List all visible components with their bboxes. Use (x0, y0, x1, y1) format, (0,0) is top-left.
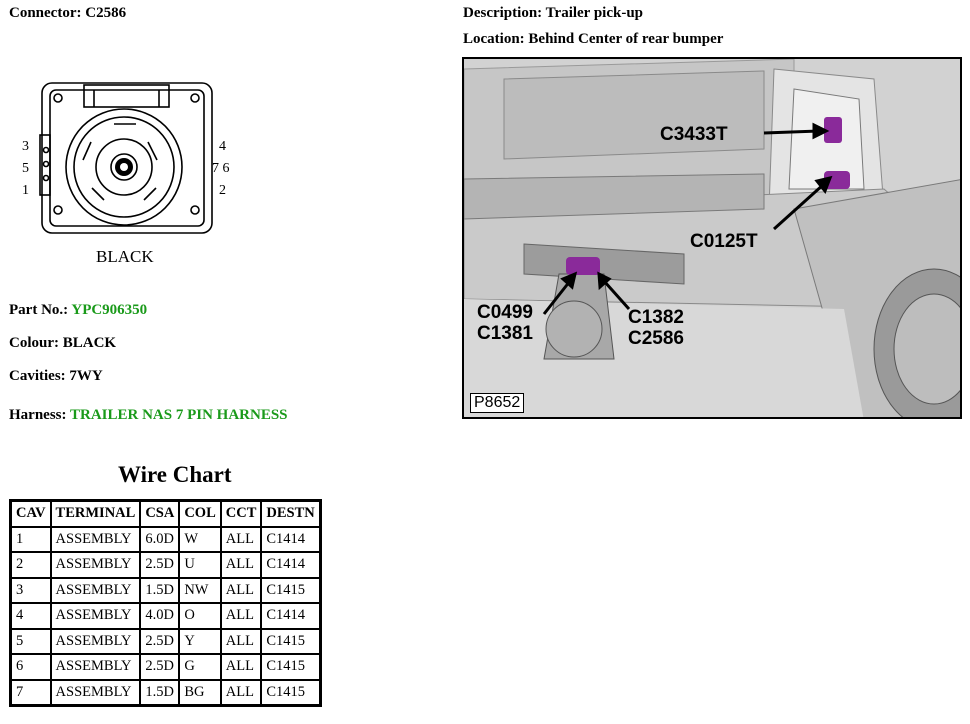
connector-value: C2586 (85, 5, 127, 21)
cell-col: NW (179, 578, 220, 604)
cell-col: BG (179, 680, 220, 706)
callout-c1381: C1381 (477, 323, 533, 344)
callout-c0499: C0499 (477, 302, 533, 323)
cell-csa: 1.5D (140, 578, 179, 604)
table-row (11, 578, 321, 604)
cell-cct: ALL (221, 578, 262, 604)
cavities-line (9, 368, 103, 385)
callout-c2586: C2586 (628, 328, 684, 349)
cell-destn: C1415 (261, 578, 320, 604)
cell-terminal: ASSEMBLY (51, 527, 141, 553)
header-cct: CCT (221, 501, 262, 527)
cell-terminal: ASSEMBLY (51, 603, 141, 629)
pin-label-5: 5 (22, 161, 29, 176)
header-cav: CAV (11, 501, 51, 527)
description-line (463, 5, 643, 22)
cell-csa: 6.0D (140, 527, 179, 553)
part-number-line (9, 302, 147, 319)
cavities-value: 7WY (69, 368, 103, 384)
description-label: Description: (463, 5, 543, 21)
cavities-label: Cavities: (9, 368, 66, 384)
cell-terminal: ASSEMBLY (51, 552, 141, 578)
callout-c3433t: C3433T (660, 124, 728, 145)
cell-destn: C1415 (261, 629, 320, 655)
cell-cav: 2 (11, 552, 51, 578)
description-value: Trailer pick-up (545, 5, 644, 21)
part-number-value[interactable]: YPC906350 (71, 302, 148, 318)
cell-cav: 3 (11, 578, 51, 604)
cell-csa: 1.5D (140, 680, 179, 706)
cell-csa: 2.5D (140, 629, 179, 655)
cell-col: Y (179, 629, 220, 655)
table-header-row (11, 501, 321, 527)
table-row (11, 629, 321, 655)
header-csa: CSA (140, 501, 179, 527)
cell-cav: 7 (11, 680, 51, 706)
location-label: Location: (463, 31, 525, 47)
header-destn: DESTN (261, 501, 320, 527)
cell-cct: ALL (221, 654, 262, 680)
connector-line (9, 5, 126, 22)
cell-csa: 4.0D (140, 603, 179, 629)
part-number-label: Part No.: (9, 302, 69, 318)
cell-terminal: ASSEMBLY (51, 629, 141, 655)
pin-label-3: 3 (22, 139, 29, 154)
cell-col: U (179, 552, 220, 578)
cell-cav: 4 (11, 603, 51, 629)
harness-value[interactable]: TRAILER NAS 7 PIN HARNESS (69, 407, 288, 423)
location-line (463, 31, 723, 48)
colour-label: Colour: (9, 335, 59, 351)
cell-destn: C1415 (261, 654, 320, 680)
harness-label: Harness: (9, 407, 67, 423)
table-row (11, 654, 321, 680)
pin-label-7-6: 7 6 (212, 161, 230, 176)
table-row (11, 680, 321, 706)
cell-destn: C1415 (261, 680, 320, 706)
header-col: COL (179, 501, 220, 527)
location-value: Behind Center of rear bumper (528, 31, 724, 47)
cell-cav: 5 (11, 629, 51, 655)
cell-cct: ALL (221, 527, 262, 553)
cell-cct: ALL (221, 680, 262, 706)
cell-destn: C1414 (261, 527, 320, 553)
pin-label-4: 4 (219, 139, 226, 154)
cell-destn: C1414 (261, 603, 320, 629)
wire-chart-title: Wire Chart (118, 462, 232, 487)
cell-cct: ALL (221, 552, 262, 578)
pin-label-1: 1 (22, 183, 29, 198)
header-terminal: TERMINAL (51, 501, 141, 527)
cell-destn: C1414 (261, 552, 320, 578)
colour-line (9, 335, 116, 352)
photo-reference-tag: P8652 (470, 393, 524, 413)
cell-terminal: ASSEMBLY (51, 578, 141, 604)
cell-cct: ALL (221, 603, 262, 629)
diagram-colour-caption: BLACK (96, 247, 154, 266)
connector-face-diagram (14, 80, 244, 270)
cell-cav: 1 (11, 527, 51, 553)
cell-terminal: ASSEMBLY (51, 680, 141, 706)
connector-label: Connector: (9, 5, 82, 21)
wire-chart-table (9, 499, 322, 707)
colour-value: BLACK (62, 335, 117, 351)
callout-c0125t: C0125T (690, 231, 758, 252)
table-row (11, 527, 321, 553)
cell-csa: 2.5D (140, 654, 179, 680)
pin-label-2: 2 (219, 183, 226, 198)
table-row (11, 552, 321, 578)
cell-cct: ALL (221, 629, 262, 655)
location-photo (462, 57, 962, 419)
table-row (11, 603, 321, 629)
cell-col: G (179, 654, 220, 680)
cell-col: O (179, 603, 220, 629)
harness-line (9, 407, 288, 424)
callout-c1382: C1382 (628, 307, 684, 328)
cell-terminal: ASSEMBLY (51, 654, 141, 680)
cell-cav: 6 (11, 654, 51, 680)
cell-csa: 2.5D (140, 552, 179, 578)
cell-col: W (179, 527, 220, 553)
